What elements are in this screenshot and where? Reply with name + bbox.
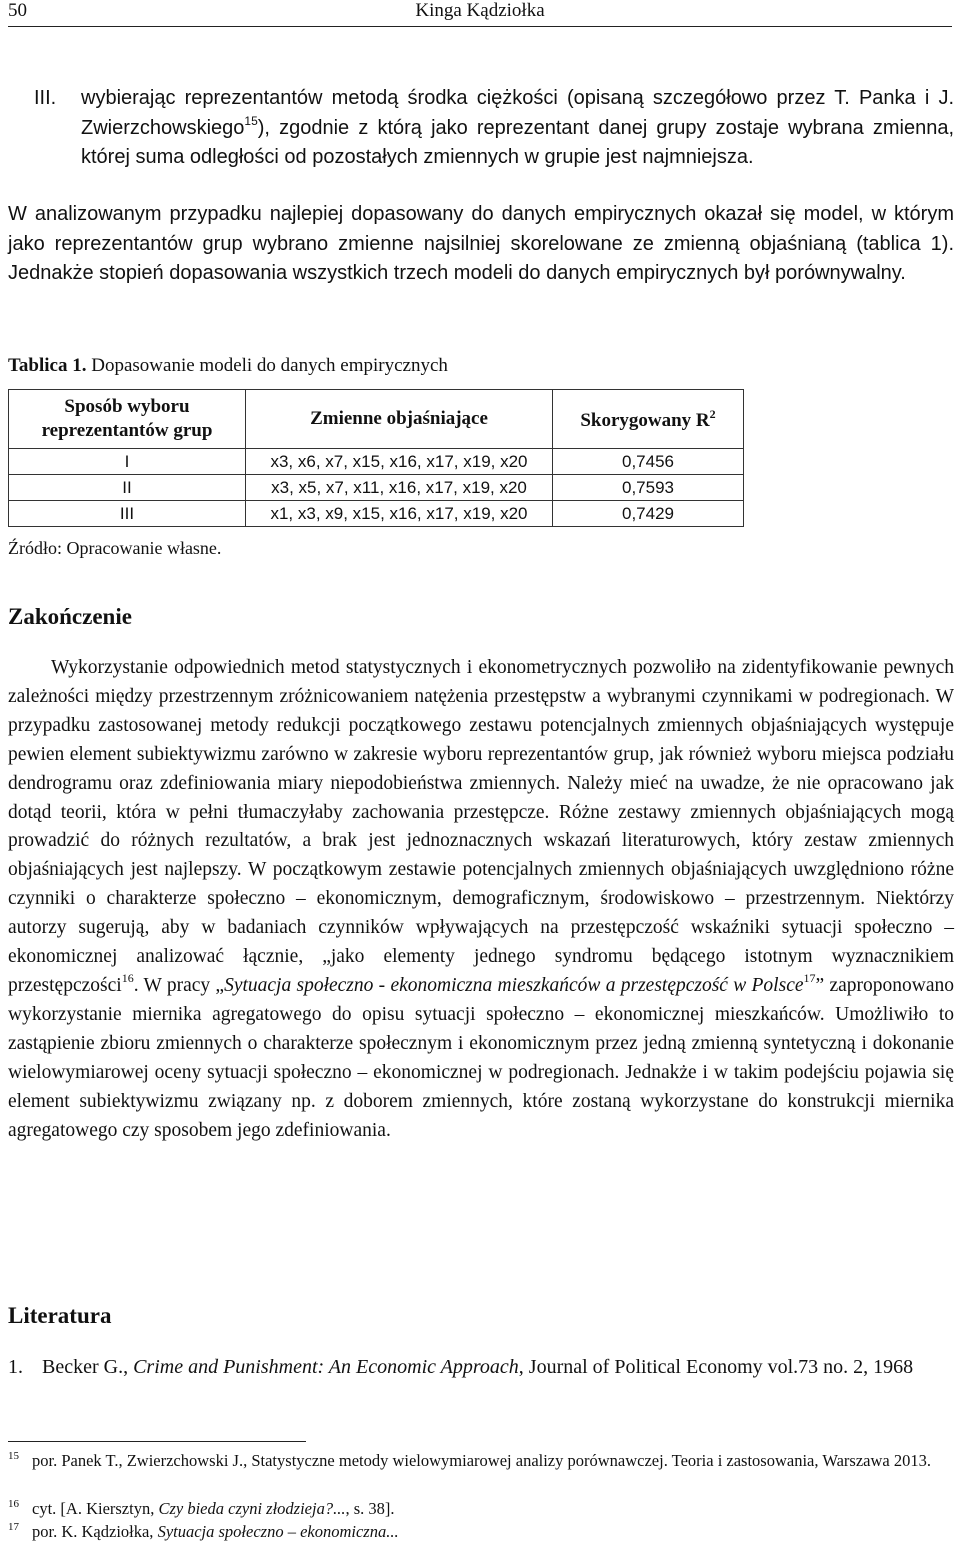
footnote-number: 16: [8, 1498, 19, 1510]
header-adjusted-r2: [553, 390, 744, 449]
table-row: [9, 501, 744, 527]
header-variables: Zmienne objaśniające: [246, 390, 553, 449]
table-caption-text: Dopasowanie modeli do danych empirycznych: [86, 355, 448, 376]
conclusion-text-a: Wykorzystanie odpowiednich metod statystycznych i ekonometrycznych pozwoliło na zidentyfikowanie pewnych zależności między przestrzennym zróżnicowaniem natężenia przestępstw a wybranymi czynnikami w podregionach. W przypadku zastosowanej metody redukcji początkowego zestawu potencjalnych zmiennych objaśniających występuje pewien element subiektywizmu zarówno w zakresie wyboru reprezentantów grup, jak również wyboru miejsca podziału dendrogramu oraz zdefiniowania miary niepodobieństwa zmiennych. Należy mieć na uwadze, że nie opracowano jak dotąd teorii, która w pełni tłumaczyłaby zachowania przestępcze. Różne zestawy zmiennych objaśniających mogą prowadzić do różnych rezultatów, a brak jest jednoznacznych wskazań literaturowych, który zestaw zmiennych objaśniających jest najlepszy. W początkowym zestawie potencjalnych zmiennych objaśniających uwzględniono różne czynniki o charakterze społeczno – ekonomicznym, demograficznym, środowiskowo – przestrzennym. Niektórzy autorzy sugerują, aby w badaniach czynników wpływających na przestępczość wskaźniki sytuacji społeczno – ekonomicznej analizować łącznie, „jako elementy jednego syndromu będącego istotnym wyznacznikiem przestępczości: [8, 657, 954, 996]
table-row: [9, 449, 744, 475]
footnote-number: 17: [8, 1521, 19, 1533]
paragraph-model-fit: W analizowanym przypadku najlepiej dopasowany do danych empirycznych okazał się model, w którym jako reprezentantów grup wybrano zmienne najsilniej skorelowane ze zmienną objaśnianą (tablica 1). Jednakże stopień dopasowania wszystkich trzech modeli do danych empirycznych był porównywalny.: [8, 203, 954, 284]
heading-literature: Literatura: [8, 1303, 112, 1328]
footnote-text: [32, 1497, 954, 1520]
footnote-ref-17[interactable]: 17: [803, 970, 816, 985]
cited-work-title: Sytuacja społeczno - ekonomiczna mieszkańców a przestępczość w Polsce: [224, 974, 804, 996]
footnote-text-post: , s. 38].: [345, 1499, 395, 1518]
header-r2-label: Skorygowany R: [580, 409, 710, 431]
table-header-row: [9, 390, 744, 449]
footnote-divider: [8, 1441, 306, 1442]
footnote-15: [8, 1449, 954, 1472]
footnote-ref-15[interactable]: 15: [244, 113, 258, 128]
reference-title: Crime and Punishment: An Economic Approach: [133, 1356, 519, 1378]
list-item-iii: [34, 84, 954, 173]
header-method: Sposób wyboru reprezentantów grup: [9, 390, 246, 449]
reference-author: Becker G.: [42, 1356, 124, 1378]
cell-variables: x1, x3, x9, x15, x16, x17, x19, x20: [246, 501, 553, 527]
header-r2-superscript: 2: [709, 406, 716, 421]
header-author: Kinga Kądziołka: [415, 0, 545, 21]
footnote-cited-title: Czy bieda czyni złodzieja?...: [158, 1499, 346, 1518]
footnote-17: [8, 1520, 954, 1543]
footnote-text: [32, 1520, 954, 1543]
cell-r2: 0,7429: [553, 501, 744, 527]
footnote-text: por. Panek T., Zwierzchowski J., Statystyczne metody wielowymiarowej analizy porównawczej. Teoria i zastosowania, Warszawa 2013.: [32, 1451, 931, 1470]
cell-variables: x3, x6, x7, x15, x16, x17, x19, x20: [246, 449, 553, 475]
footnote-text-pre: por. K. Kądziołka,: [32, 1522, 158, 1541]
results-table: [8, 389, 744, 527]
list-item-text-b: ), zgodnie z którą jako reprezentant danej grupy zostaje wybrana zmienna, której suma odległości od pozostałych zmiennych w grupie jest najmniejsza.: [81, 116, 954, 168]
running-header: [8, 0, 952, 27]
list-item-text: [81, 84, 954, 173]
list-item-number: III.: [34, 87, 57, 109]
footnote-ref-16[interactable]: 16: [121, 970, 134, 985]
conclusion-text-b: . W pracy „: [133, 974, 225, 996]
cell-method: I: [9, 449, 246, 475]
page-number: 50: [8, 0, 27, 21]
reference-text: [42, 1352, 954, 1382]
reference-sep: ,: [123, 1356, 134, 1378]
footnote-number: 15: [8, 1450, 19, 1462]
table-caption-label: Tablica 1.: [8, 355, 87, 376]
footnote-cited-title: Sytuacja społeczno – ekonomiczna...: [157, 1522, 399, 1541]
reference-number: 1.: [8, 1356, 23, 1378]
table-caption: [8, 355, 448, 377]
table-source: Źródło: Opracowanie własne.: [8, 538, 222, 558]
cell-variables: x3, x5, x7, x11, x16, x17, x19, x20: [246, 475, 553, 501]
reference-item: [8, 1352, 954, 1382]
conclusion-text-c: ” zaproponowano wykorzystanie miernika agregatowego do opisu sytuacji społeczno – ekonomicznej mieszkańców. Umożliwiło to zastąpienie zbioru zmiennych o charakterze społecznym i ekonomicznym przez jedną zmienną syntetyczną i dokonanie wielowymiarowej oceny sytuacji społeczno – ekonomicznej w podregionach. Jednakże i w takim podejściu pojawia się element subiektywizmu związany np. z doborem zmiennych, które zostaną wykorzystane do konstrukcji miernika agregatowego czy sposobem jego zdefiniowania.: [8, 974, 954, 1141]
list-item-text-a: wybierając reprezentantów metodą środka ciężkości (opisaną szczegółowo przez T. Panka i J. Zwierzchowskiego: [81, 87, 954, 139]
conclusion-body: [8, 654, 954, 1145]
footnote-text-pre: cyt. [A. Kiersztyn,: [32, 1499, 159, 1518]
cell-r2: 0,7456: [553, 449, 744, 475]
cell-r2: 0,7593: [553, 475, 744, 501]
cell-method: II: [9, 475, 246, 501]
heading-conclusion: Zakończenie: [8, 604, 132, 629]
cell-method: III: [9, 501, 246, 527]
footnote-16: [8, 1497, 954, 1520]
reference-rest: , Journal of Political Economy vol.73 no. 2, 1968: [518, 1356, 914, 1378]
table-row: [9, 475, 744, 501]
